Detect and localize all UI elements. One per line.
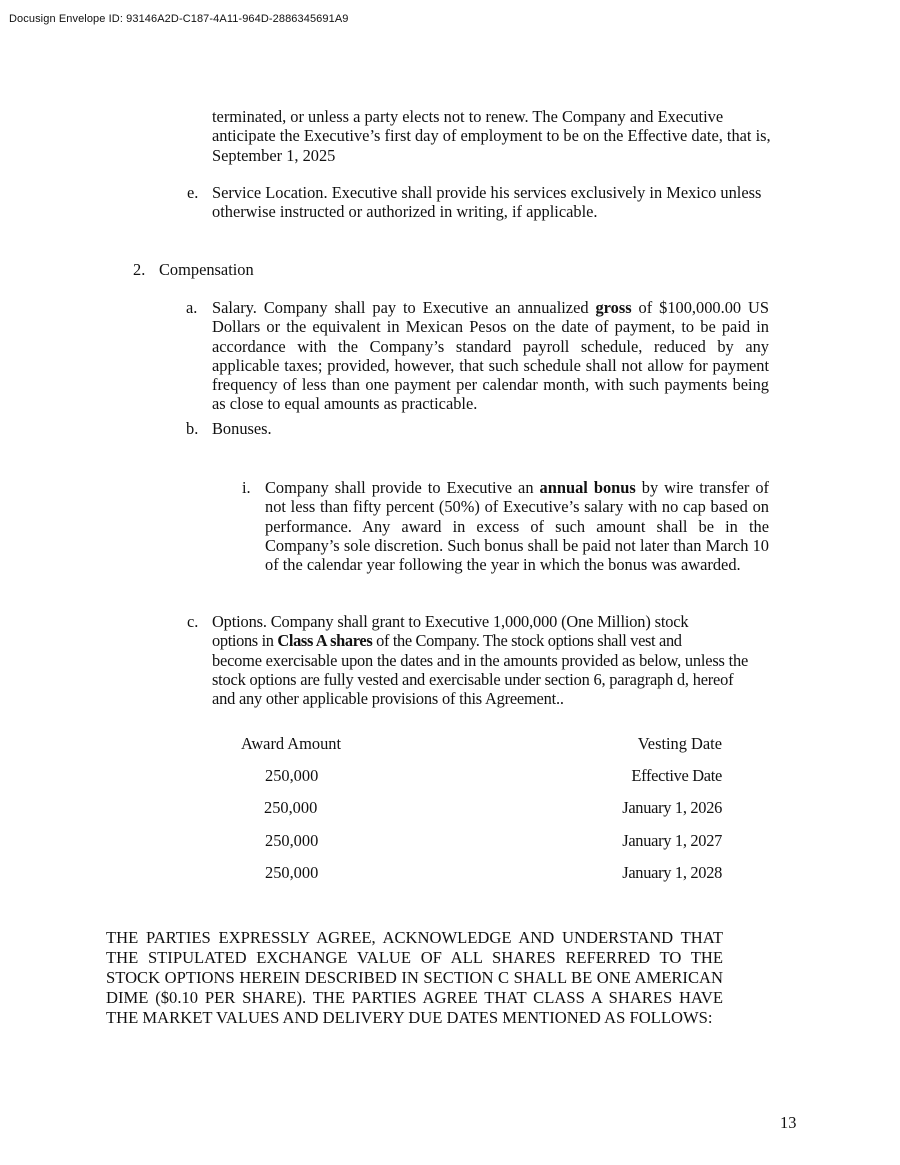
item-a-marker: a. xyxy=(186,298,198,317)
table-row-1-amount: 250,000 xyxy=(265,766,319,785)
table-row-2-date: January 1, 2026 xyxy=(622,798,722,817)
item-c-line-1: Options. Company shall grant to Executive 1,000,000 (One Million) stock xyxy=(212,612,689,631)
table-row-1-date: Effective Date xyxy=(631,766,722,785)
envelope-id-header: Docusign Envelope ID: 93146A2D-C187-4A11-964D-2886345691A9 xyxy=(9,13,349,25)
table-row-3-amount: 250,000 xyxy=(265,831,319,850)
item-e-marker: e. xyxy=(187,183,199,202)
item-b-i-text-before: Company shall provide to Executive an xyxy=(265,478,540,497)
item-b-text: Bonuses. xyxy=(212,419,272,438)
caps-agreement-paragraph: THE PARTIES EXPRESSLY AGREE, ACKNOWLEDGE AND UNDERSTAND THAT THE STIPULATED EXCHANGE VALUE OF ALL SHARES REFERRED TO THE STOCK OPTIONS HEREIN DESCRIBED IN SECTION C SHALL BE ONE AMERICAN DIME ($0.10 PER SHARE). THE PARTIES AGREE THAT CLASS A SHARES HAVE THE MARKET VALUES AND DELIVERY DUE DATES MENTIONED AS FOLLOWS: xyxy=(106,928,723,1028)
item-a-text-before: Salary. Company shall pay to Executive an annualized xyxy=(212,298,596,317)
item-b-i-marker: i. xyxy=(242,478,251,497)
item-c-bold-class-a: Class A shares xyxy=(277,631,373,651)
table-row-2-amount: 250,000 xyxy=(264,798,318,817)
table-row-4-date: January 1, 2028 xyxy=(622,863,722,882)
continuation-paragraph: terminated, or unless a party elects not to renew. The Company and Executive anticipate the Executive’s first day of employment to be on the Effective date, that is, September 1, 2025 xyxy=(212,107,771,165)
table-row-3-date: January 1, 2027 xyxy=(622,831,722,850)
table-header-award-amount: Award Amount xyxy=(241,734,342,753)
item-a-bold-gross: gross xyxy=(595,298,632,317)
item-b-i-text-after: by wire transfer of not less than fifty percent (50%) of Executive’s salary with no cap based on performance. Any award in excess of such amount shall be in the Company’s sole discretion. Such bonus shall be paid not later than March 10 of the calendar year following the year in which the bonus was awarded. xyxy=(265,478,769,575)
item-e-text: Service Location. Executive shall provide his services exclusively in Mexico unless otherwise instructed or authorized in writing, if applicable. xyxy=(212,183,762,222)
item-a-text-after: of $100,000.00 US Dollars or the equivalent in Mexican Pesos on the date of payment, to be paid in accordance with the Company’s standard payroll schedule, reduced by any applicable taxes; provided, however, that such schedule shall not allow for payment frequency of less than one payment per calendar month, with such payments being as close to equal amounts as practicable. xyxy=(212,298,769,414)
page-number: 13 xyxy=(780,1113,797,1132)
item-b-i-paragraph xyxy=(265,478,769,574)
section-2-marker: 2. xyxy=(133,260,146,279)
section-2-title: Compensation xyxy=(159,260,254,279)
item-b-marker: b. xyxy=(186,419,199,438)
table-header-vesting-date: Vesting Date xyxy=(637,734,722,753)
item-c-line-2-after: of the Company. The stock options shall vest and xyxy=(372,631,682,651)
item-c-paragraph xyxy=(212,612,772,708)
item-c-rest: become exercisable upon the dates and in the amounts provided as below, unless the stock options are fully vested and exercisable under section 6, paragraph d, hereof and any other applicable provisions of this Agreement.. xyxy=(212,650,749,709)
item-c-line-2-before: options in xyxy=(212,631,278,651)
item-b-i-bold-annual-bonus: annual bonus xyxy=(539,478,636,497)
item-c-marker: c. xyxy=(187,612,199,631)
item-c-line-2 xyxy=(212,631,772,650)
table-row-4-amount: 250,000 xyxy=(265,863,319,882)
item-a-paragraph xyxy=(212,298,769,414)
